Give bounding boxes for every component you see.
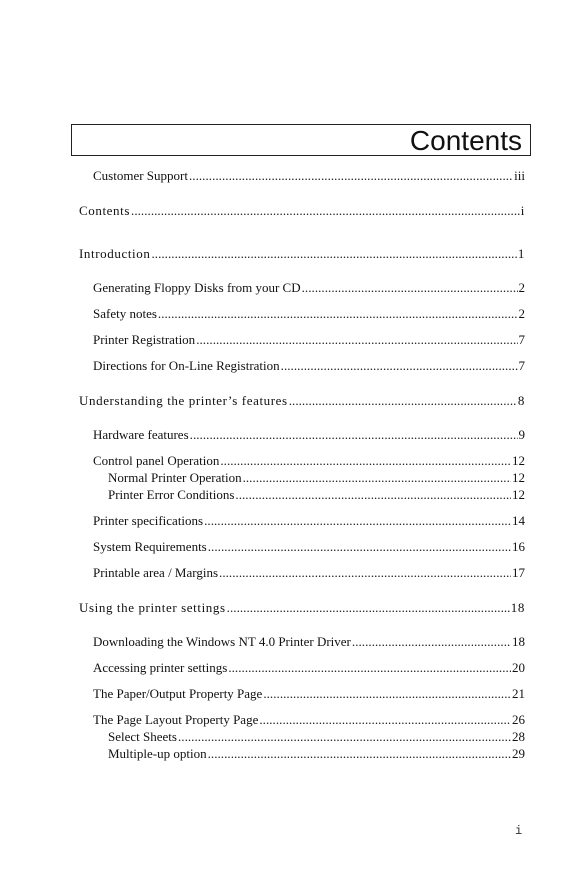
toc-entry-label: Printable area / Margins [93,565,219,580]
toc-leader-dots [178,729,511,745]
toc-subentry[interactable] [108,470,525,486]
toc-chapter-entry[interactable] [79,393,525,409]
toc-entry-label: Directions for On-Line Registration [93,358,280,373]
toc-entry-page: iii [514,168,525,183]
toc-entry-page: 16 [512,539,525,554]
toc-entry-page: 18 [512,634,525,649]
toc-entry-label: Control panel Operation [93,453,220,468]
toc-entry-label: Printer Registration [93,332,196,347]
toc-entry[interactable] [93,686,525,702]
toc-leader-dots [220,453,511,469]
toc-entry-page: 21 [512,686,525,701]
toc-entry-page: 26 [512,712,525,727]
toc-entry-label: System Requirements [93,539,207,554]
toc-entry-label: Contents [79,203,131,218]
toc-entry-page: 14 [512,513,525,528]
toc-entry-label: Understanding the printer’s features [79,393,288,408]
toc-entry[interactable] [93,453,525,469]
toc-leader-dots [196,332,517,348]
toc-entry-page: 1 [517,246,525,261]
toc-entry-label: Customer Support [93,168,188,183]
toc-entry[interactable] [93,332,525,348]
toc-entry[interactable] [93,712,525,728]
toc-entry-page: 2 [518,280,525,295]
toc-entry[interactable] [93,634,525,650]
footer-page-number: i [515,824,523,838]
toc-entry-page: 7 [518,358,525,373]
toc-entry-label: Hardware features [93,427,189,442]
contents-title-box [71,124,531,156]
toc-entry[interactable] [93,427,525,443]
toc-leader-dots [259,712,511,728]
toc-entry-label: Introduction [79,246,151,261]
toc-entry-page: 12 [512,453,525,468]
toc-leader-dots [190,427,518,443]
toc-leader-dots [131,203,520,219]
toc-entry-page: 8 [517,393,525,408]
toc-entry[interactable] [93,565,525,581]
page-title: Contents [409,125,522,156]
toc-leader-dots [228,660,511,676]
toc-leader-dots [208,539,511,555]
toc-leader-dots [208,746,511,762]
toc-entry-label: Normal Printer Operation [108,470,242,485]
toc-entry-label: Safety notes [93,306,157,321]
toc-subentry[interactable] [108,746,525,762]
toc-chapter-entry[interactable] [79,203,525,219]
toc-entry-page: 29 [512,746,525,761]
toc-entry-page: 12 [512,487,525,502]
toc-entry-label: Generating Floppy Disks from your CD [93,280,301,295]
toc-subentry[interactable] [108,487,525,503]
toc-leader-dots [227,600,510,616]
toc-leader-dots [189,168,513,184]
toc-entry[interactable] [93,168,525,184]
toc-leader-dots [263,686,511,702]
toc-entry-page: 7 [518,332,525,347]
toc-leader-dots [219,565,511,581]
toc-entry-page: 2 [518,306,525,321]
toc-entry-label: The Paper/Output Property Page [93,686,263,701]
toc-chapter-entry[interactable] [79,246,525,262]
toc-entry-page: 9 [518,427,525,442]
toc-entry-label: Using the printer settings [79,600,226,615]
toc-leader-dots [243,470,511,486]
toc-subentry[interactable] [108,729,525,745]
toc-leader-dots [302,280,518,296]
toc-entry-label: The Page Layout Property Page [93,712,259,727]
toc-entry-page: 20 [512,660,525,675]
toc-entry[interactable] [93,660,525,676]
toc-entry-page: 28 [512,729,525,744]
toc-entry-page: 12 [512,470,525,485]
toc-entry[interactable] [93,306,525,322]
toc-leader-dots [235,487,511,503]
toc-entry-page: i [520,203,525,218]
toc-leader-dots [151,246,516,262]
toc-leader-dots [281,358,518,374]
toc-entry-label: Multiple-up option [108,746,207,761]
toc-entry[interactable] [93,358,525,374]
toc-leader-dots [289,393,517,409]
toc-leader-dots [204,513,511,529]
toc-entry-page: 18 [510,600,525,615]
toc-leader-dots [352,634,511,650]
toc-entry[interactable] [93,539,525,555]
toc-entry[interactable] [93,280,525,296]
toc-entry-label: Printer specifications [93,513,204,528]
toc-chapter-entry[interactable] [79,600,525,616]
toc-entry[interactable] [93,513,525,529]
toc-entry-label: Downloading the Windows NT 4.0 Printer Driver [93,634,351,649]
toc-entry-label: Printer Error Conditions [108,487,235,502]
toc-entry-label: Select Sheets [108,729,177,744]
toc-leader-dots [158,306,518,322]
toc-entry-label: Accessing printer settings [93,660,228,675]
toc-entry-page: 17 [512,565,525,580]
